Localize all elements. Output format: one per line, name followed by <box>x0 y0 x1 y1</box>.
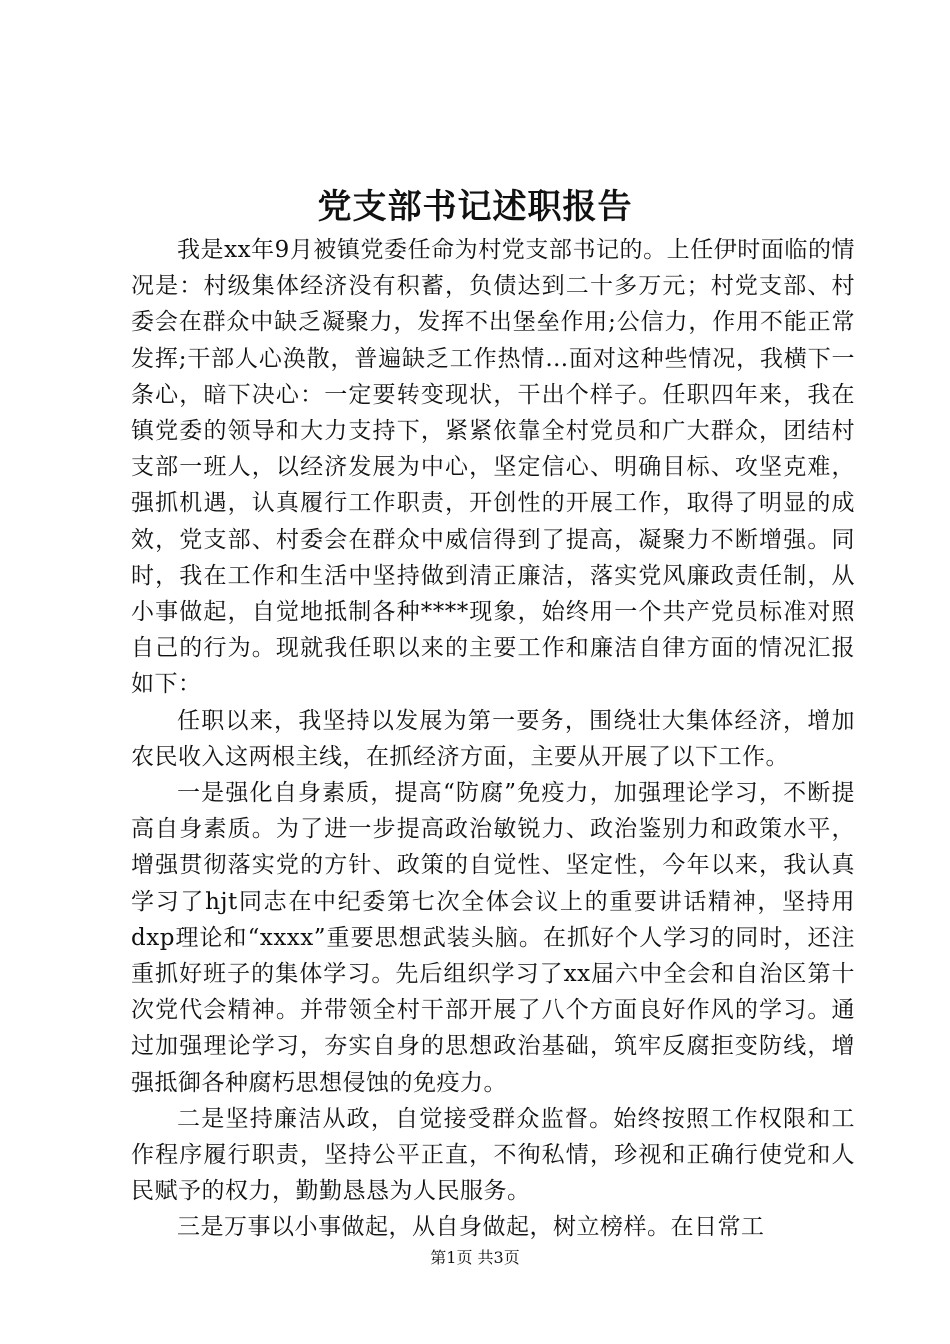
paragraph-economy: 任职以来，我坚持以发展为第一要务，围绕壮大集体经济，增加农民收入这两根主线，在抓经济方面，主要从开展了以下工作。 <box>131 707 855 770</box>
paragraph-point-two: 二是坚持廉洁从政，自觉接受群众监督。始终按照工作权限和工作程序履行职责，坚持公平正直，不徇私情，珍视和正确行使党和人民赋予的权力，勤勤恳恳为人民服务。 <box>131 1105 855 1205</box>
document-body <box>131 232 855 1246</box>
paragraph-point-one: 一是强化自身素质，提高“防腐”免疫力，加强理论学习，不断提高自身素质。为了进一步提高政治敏锐力、政治鉴别力和政策水平，增强贯彻落实党的方针、政策的自觉性、坚定性，今年以来，我认真学习了hjt同志在中纪委第七次全体会议上的重要讲话精神，坚持用dxp理论和“xxxx”重要思想武装头脑。在抓好个人学习的同时，还注重抓好班子的集体学习。先后组织学习了xx届六中全会和自治区第十次党代会精神。并带领全村干部开展了八个方面良好作风的学习。通过加强理论学习，夯实自身的思想政治基础，筑牢反腐拒变防线，增强抵御各种腐朽思想侵蚀的免疫力。 <box>131 780 855 1096</box>
paragraph-point-three: 三是万事以小事做起，从自身做起，树立榜样。在日常工 <box>177 1214 765 1241</box>
document-title: 党支部书记述职报告 <box>317 187 633 227</box>
page-number-footer: 第1页 共3页 <box>430 1248 520 1267</box>
paragraph-intro: 我是xx年9月被镇党委任命为村党支部书记的。上任伊时面临的情况是：村级集体经济没有积蓄，负债达到二十多万元；村党支部、村委会在群众中缺乏凝聚力，发挥不出堡垒作用;公信力，作用不能正常发挥;干部人心涣散，普遍缺乏工作热情…面对这种些情况，我横下一条心，暗下决心：一定要转变现状，干出个样子。任职四年来，我在镇党委的领导和大力支持下，紧紧依靠全村党员和广大群众，团结村支部一班人，以经济发展为中心，坚定信心、明确目标、攻坚克难，强抓机遇，认真履行工作职责，开创性的开展工作，取得了明显的成效，党支部、村委会在群众中威信得到了提高，凝聚力不断增强。同时，我在工作和生活中坚持做到清正廉洁，落实党风廉政责任制，从小事做起，自觉地抵制各种****现象，始终用一个共产党员标准对照自己的行为。现就我任职以来的主要工作和廉洁自律方面的情况汇报如下： <box>131 237 855 698</box>
